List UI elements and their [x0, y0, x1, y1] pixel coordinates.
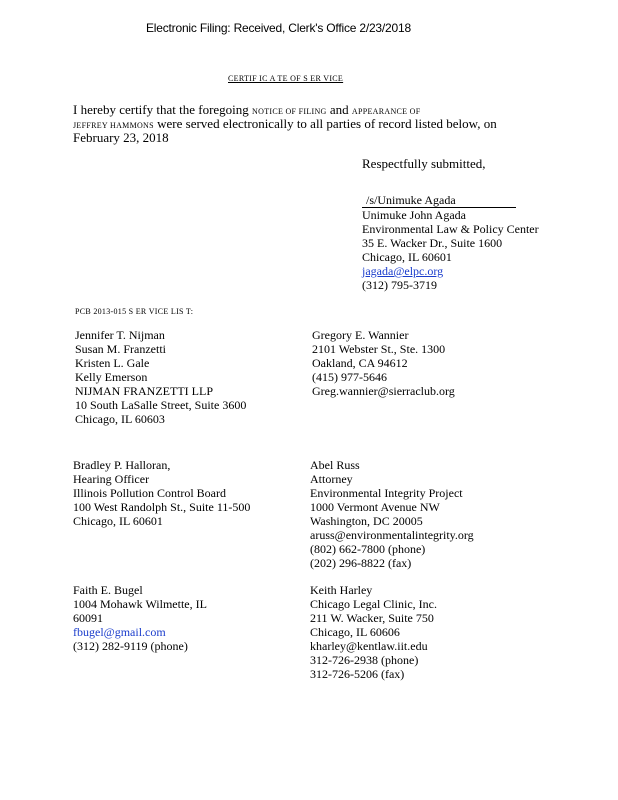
contact-line: Susan M. Franzetti [75, 342, 166, 356]
signer-email-link[interactable]: jagada@elpc.org [362, 264, 444, 278]
contact-line: Gregory E. Wannier [312, 328, 409, 342]
contact-line: (415) 977-5646 [312, 370, 387, 384]
certification-date: February 23, 2018 [73, 130, 169, 145]
contact-harley [310, 583, 437, 681]
contact-line: Chicago Legal Clinic, Inc. [310, 597, 437, 611]
signature: /s/Unimuke Agada [366, 193, 456, 207]
service-list-title: PCB 2013-015 S ER VICE LIS T: [75, 307, 194, 316]
contact-wannier [312, 328, 455, 398]
contact-line: Illinois Pollution Control Board [73, 486, 227, 500]
contact-line: (202) 296-8822 (fax) [310, 556, 412, 570]
signer-address-block [362, 208, 539, 292]
contact-line: 312-726-2938 (phone) [310, 653, 419, 667]
contact-line: (312) 282-9119 (phone) [73, 639, 188, 653]
contact-line: Kristen L. Gale [75, 356, 150, 370]
contact-line: 1000 Vermont Avenue NW [310, 500, 440, 514]
contact-line: 60091 [73, 611, 103, 625]
contact-line: Chicago, IL 60601 [73, 514, 163, 528]
contact-line: 10 South LaSalle Street, Suite 3600 [75, 398, 247, 412]
contact-line: 2101 Webster St., Ste. 1300 [312, 342, 446, 356]
contact-line: Kelly Emerson [75, 370, 148, 384]
contact-line: Hearing Officer [73, 472, 150, 486]
contact-line: Chicago, IL 60603 [75, 412, 165, 426]
cert-text-b: and [326, 102, 352, 117]
contact-nijman [75, 328, 246, 426]
contact-line: 100 West Randolph St., Suite 11-500 [73, 500, 251, 514]
contact-line: NIJMAN FRANZETTI LLP [75, 384, 213, 398]
contact-line: kharley@kentlaw.iit.edu [310, 639, 428, 653]
contact-line: Greg.wannier@sierraclub.org [312, 384, 455, 398]
contact-line: Keith Harley [310, 583, 373, 597]
contact-line: 211 W. Wacker, Suite 750 [310, 611, 434, 625]
contact-bugel [73, 583, 207, 653]
contact-line: aruss@environmentalintegrity.org [310, 528, 474, 542]
contact-line: Chicago, IL 60606 [310, 625, 400, 639]
contact-line: 1004 Mohawk Wilmette, IL [73, 597, 207, 611]
bugel-email-link[interactable]: fbugel@gmail.com [73, 625, 166, 639]
signer-phone: (312) 795-3719 [362, 278, 437, 292]
signature-line [362, 193, 516, 208]
contact-line: Oakland, CA 94612 [312, 356, 408, 370]
signer-line: Environmental Law & Policy Center [362, 222, 539, 236]
contact-line: Washington, DC 20005 [310, 514, 423, 528]
appearance-of: APPEARANCE OF [351, 107, 421, 116]
contact-russ [310, 458, 474, 570]
contact-line: Abel Russ [310, 458, 360, 472]
signer-line: Chicago, IL 60601 [362, 250, 452, 264]
contact-halloran [73, 458, 250, 528]
contact-line: Environmental Integrity Project [310, 486, 463, 500]
cert-text-c: were served electronically to all parties of record listed below, on [153, 116, 497, 131]
certificate-title: CERTIF IC A TE OF S ER VICE [228, 74, 344, 83]
notice-of-filing: NOTICE OF FILING [252, 107, 327, 116]
signer-line: Unimuke John Agada [362, 208, 466, 222]
contact-line: Attorney [310, 472, 353, 486]
cert-text-a: I hereby certify that the foregoing [73, 102, 253, 117]
contact-line: 312-726-5206 (fax) [310, 667, 405, 681]
signer-line: 35 E. Wacker Dr., Suite 1600 [362, 236, 503, 250]
closing: Respectfully submitted, [362, 156, 486, 171]
contact-line: Jennifer T. Nijman [75, 328, 165, 342]
electronic-filing-header: Electronic Filing: Received, Clerk's Office 2/23/2018 [146, 21, 411, 35]
contact-line: (802) 662-7800 (phone) [310, 542, 426, 556]
contact-line: Bradley P. Halloran, [73, 458, 171, 472]
jeffrey-hammons: JEFFREY HAMMONS [73, 121, 154, 130]
contact-line: Faith E. Bugel [73, 583, 143, 597]
